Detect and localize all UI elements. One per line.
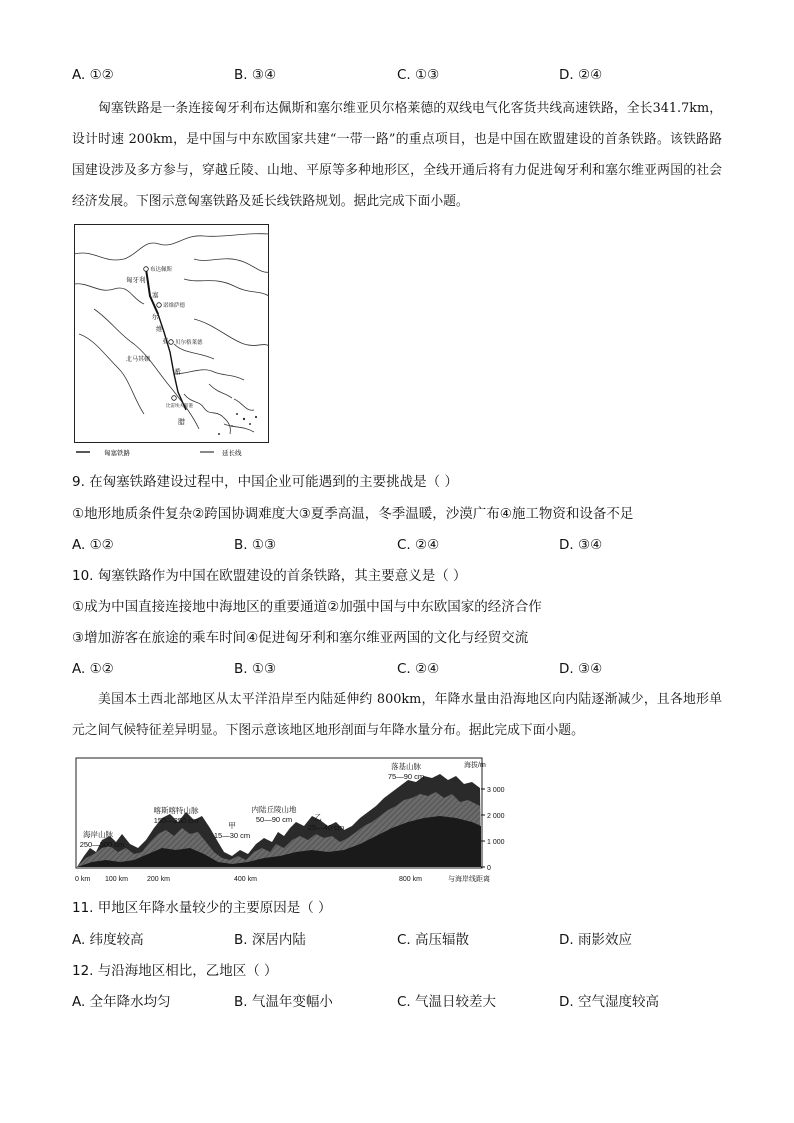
x-tick-100: 100 km	[105, 876, 128, 883]
label-serbia-2: 尔	[152, 314, 159, 321]
label-piraeus: 比雷埃夫斯港	[166, 403, 193, 408]
label-cascade: 喀斯喀特山脉	[153, 806, 199, 815]
passage-us-northwest	[72, 684, 722, 746]
label-coast-range: 海岸山脉	[83, 830, 113, 839]
q8-option-a: A. ①②	[72, 67, 114, 83]
label-cascade-precip: 150—250 cm	[153, 816, 199, 825]
terrain-profile-figure	[72, 756, 512, 890]
q9-option-a: A. ①②	[72, 537, 114, 553]
y-tick-0: 0	[487, 865, 491, 872]
railway-map	[74, 224, 270, 464]
piraeus-marker	[172, 396, 177, 401]
y-tick-3000: 3 000	[487, 787, 505, 794]
q11-option-c: C. 高压辐散	[397, 932, 470, 948]
label-yi-precip: 25—40 cm	[307, 823, 345, 832]
label-greece-2: 腊	[178, 419, 185, 426]
label-nmacedonia: 北马其顿	[126, 357, 151, 363]
q12-stem: 12. 与沿海地区相比，乙地区（ ）	[72, 963, 278, 979]
label-serbia-3: 维	[156, 326, 163, 333]
q10-stem: 10. 匈塞铁路作为中国在欧盟建设的首条铁路，其主要意义是（ ）	[72, 568, 467, 584]
q12-option-b: B. 气温年变幅小	[234, 994, 333, 1010]
x-tick-800: 800 km	[399, 876, 422, 883]
q10-option-d: D. ③④	[559, 661, 603, 677]
x-tick-200: 200 km	[147, 876, 170, 883]
novisad-marker	[157, 303, 162, 308]
label-plateau-precip: 50—90 cm	[255, 815, 293, 824]
q9-items: ①地形地质条件复杂②跨国协调难度大③夏季高温，冬季温暖，沙漠广布④施工物资和设备不足	[72, 506, 634, 522]
q10-option-b: B. ①③	[234, 661, 277, 677]
q9-option-c: C. ②④	[397, 537, 440, 553]
q9-stem: 9. 在匈塞铁路建设过程中，中国企业可能遇到的主要挑战是（ ）	[72, 474, 458, 490]
q12-option-c: C. 气温日较差大	[397, 994, 497, 1010]
q8-option-c: C. ①③	[397, 67, 440, 83]
q11-stem: 11. 甲地区年降水量较少的主要原因是（ ）	[72, 900, 332, 916]
label-jia-precip: 15—30 cm	[213, 831, 251, 840]
label-serbia-1: 塞	[152, 292, 159, 299]
label-budapest: 布达佩斯	[150, 267, 173, 273]
q10-option-a: A. ①②	[72, 661, 114, 677]
q9-option-d: D. ③④	[559, 537, 603, 553]
q11-option-a: A. 纬度较高	[72, 932, 144, 948]
q8-option-b: B. ③④	[234, 67, 277, 83]
label-greece-1: 希	[174, 369, 181, 376]
belgrade-marker	[169, 340, 174, 345]
label-plateau: 内陆丘陵山地	[251, 805, 297, 814]
label-yi: 乙	[314, 813, 322, 822]
q10-items-2: ③增加游客在旅途的乘车时间④促进匈牙利和塞尔维亚两国的文化与经贸交流	[72, 630, 529, 646]
label-coast-precip: 250—500 cm	[79, 840, 125, 849]
railway-map-svg	[74, 224, 270, 460]
passage-railway	[72, 93, 722, 217]
label-serbia-4: 亚	[162, 338, 169, 345]
passage-railway-text: 匈塞铁路是一条连接匈牙利布达佩斯和塞尔维亚贝尔格莱德的双线电气化客货共线高速铁路，全长341.7km，设计时速 200km，是中国与中东欧国家共建“一带一路”的重点项目，也是中国在欧盟建设的首条铁路。该铁路路国建设涉及多方参与，穿越丘陵、山地、平原等多种地形区，全线开通后将有力促进匈牙利和塞尔维亚两国的社会经济发展。下图示意匈塞铁路及延长线铁路规划。据此完成下面小题。	[72, 101, 722, 209]
y-axis-title: 海拔/m	[464, 762, 486, 769]
terrain-profile-svg	[72, 756, 512, 886]
budapest-marker	[144, 267, 149, 272]
legend-main-label: 匈塞铁路	[104, 450, 130, 457]
q12-option-a: A. 全年降水均匀	[72, 994, 171, 1010]
x-tick-400: 400 km	[234, 876, 257, 883]
q10-items-1: ①成为中国直接连接地中海地区的重要通道②加强中国与中东欧国家的经济合作	[72, 599, 542, 615]
label-rocky: 落基山脉	[391, 762, 421, 771]
q8-option-d: D. ②④	[559, 67, 603, 83]
legend-ext-label: 延长线	[222, 450, 242, 457]
label-novisad: 诺维萨德	[163, 303, 186, 309]
q12-option-d: D. 空气湿度较高	[559, 994, 659, 1010]
label-rocky-precip: 75—90 cm	[387, 772, 425, 781]
label-belgrade: 贝尔格莱德	[175, 340, 203, 346]
label-hungary: 匈牙利	[126, 277, 146, 284]
y-tick-1000: 1 000	[487, 839, 505, 846]
q11-option-b: B. 深居内陆	[234, 932, 306, 948]
label-jia: 甲	[228, 821, 236, 830]
x-axis-title: 与海岸线距离	[448, 876, 490, 883]
y-tick-2000: 2 000	[487, 813, 505, 820]
q11-option-d: D. 雨影效应	[559, 932, 632, 948]
passage-us-northwest-text: 美国本土西北部地区从太平洋沿岸至内陆延伸约 800km，年降水量由沿海地区向内陆逐渐减少，且各地形单元之间气候特征差异明显。下图示意该地区地形剖面与年降水量分布。据此完成下面小题。	[72, 692, 722, 738]
q9-option-b: B. ①③	[234, 537, 277, 553]
q10-option-c: C. ②④	[397, 661, 440, 677]
x-tick-0: 0 km	[75, 876, 91, 883]
